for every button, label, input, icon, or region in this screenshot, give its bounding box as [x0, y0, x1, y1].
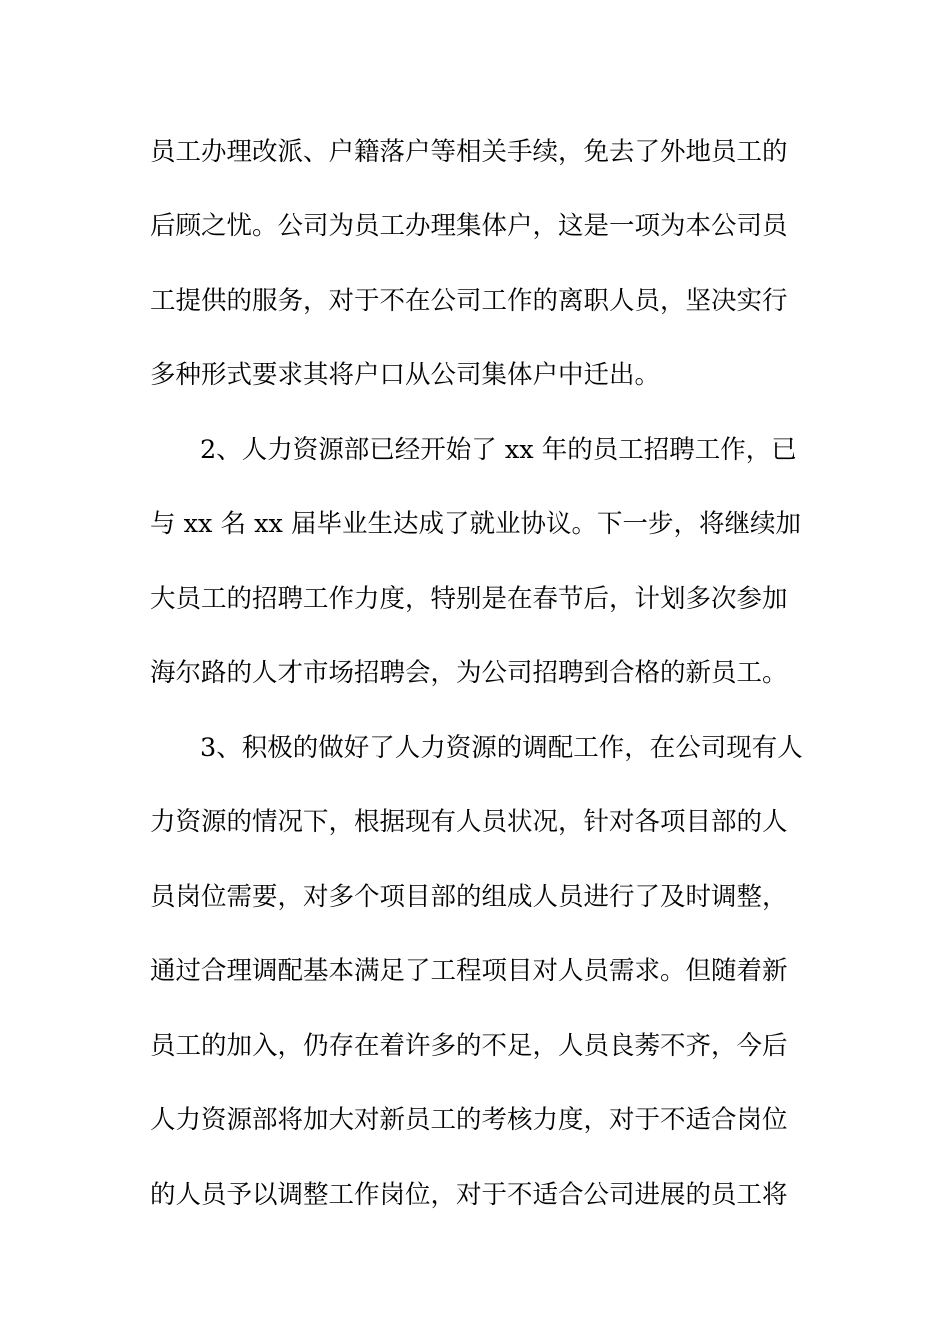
text-line: 与 xx 名 xx 届毕业生达成了就业协议。下一步，将继续加: [150, 509, 801, 539]
text-line: 工提供的服务，对于不在公司工作的离职人员，坚决实行: [150, 286, 788, 316]
text-line: 员岗位需要，对多个项目部的组成人员进行了及时调整，: [150, 882, 788, 912]
text-line: 员工的加入，仍存在着许多的不足，人员良莠不齐，今后: [150, 1031, 788, 1061]
text-line: 人力资源部将加大对新员工的考核力度，对于不适合岗位: [150, 1105, 788, 1135]
text-line: 后顾之忧。公司为员工办理集体户，这是一项为本公司员: [150, 211, 788, 241]
paragraph-start-line: 3、积极的做好了人力资源的调配工作，在公司现有人: [200, 733, 803, 763]
text-line: 通过合理调配基本满足了工程项目对人员需求。但随着新: [150, 956, 788, 986]
paragraph-start-line: 2、人力资源部已经开始了 xx 年的员工招聘工作，已: [200, 435, 797, 465]
text-line: 多种形式要求其将户口从公司集体户中迁出。: [150, 360, 661, 390]
text-line: 力资源的情况下，根据现有人员状况，针对各项目部的人: [150, 807, 788, 837]
text-line: 大员工的招聘工作力度，特别是在春节后，计划多次参加: [150, 584, 788, 614]
text-line: 海尔路的人才市场招聘会，为公司招聘到合格的新员工。: [150, 658, 788, 688]
text-line: 的人员予以调整工作岗位，对于不适合公司进展的员工将: [150, 1180, 788, 1210]
text-line: 员工办理改派、户籍落户等相关手续，免去了外地员工的: [150, 137, 788, 167]
